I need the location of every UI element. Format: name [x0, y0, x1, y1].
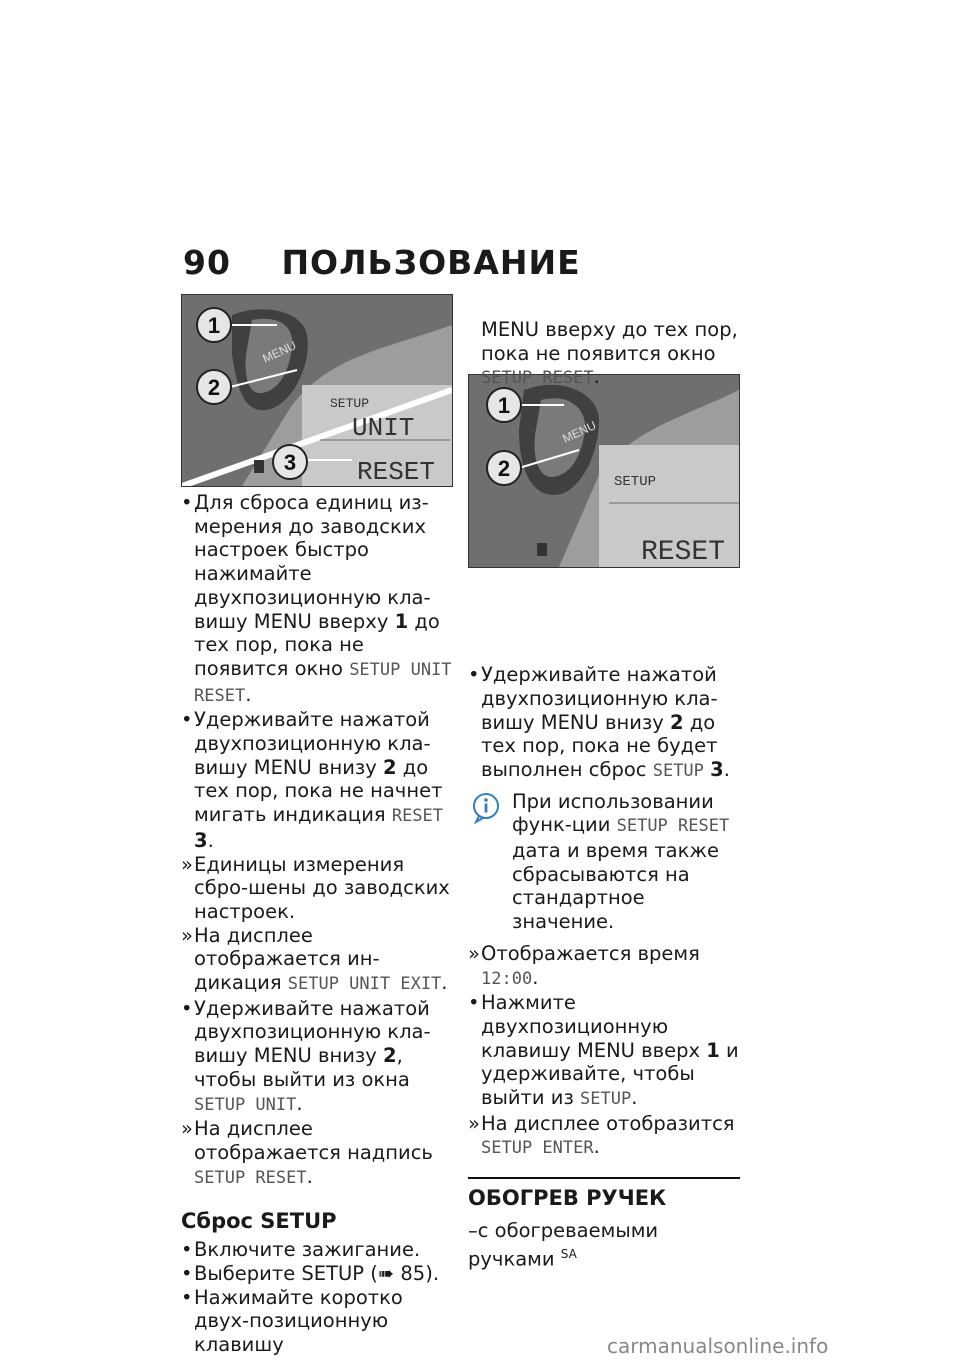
- watermark: carmanualsonline.info: [607, 1334, 829, 1358]
- display-setup: SETUP: [330, 396, 370, 411]
- ref-number: 1: [394, 609, 409, 633]
- result-item: » На дисплее отображается надпись SETUP RESET.: [181, 1117, 433, 1188]
- result-item: » Единицы измерения сбро-шены до заводских настроек.: [181, 852, 450, 923]
- bullet: •: [181, 491, 193, 514]
- result-item: » На дисплее отображается ин-дикация SETUP UNIT EXIT.: [181, 923, 448, 995]
- list-item: • Для сброса единиц из-мерения до заводских настроек быстро нажимайте двухпозиционную кла-вишу MENU вверху 1 до тех пор, пока не появится окно SETUP UNIT RESET.: [181, 491, 452, 706]
- display-code: SETUP UNIT RESET: [194, 659, 452, 706]
- callout-1: 1: [497, 393, 511, 418]
- page-number: 90: [183, 243, 231, 282]
- display-code: SETUP: [652, 760, 704, 781]
- section-divider: [468, 1177, 740, 1211]
- page-header: [183, 243, 581, 282]
- menu-button-label: MENU: [260, 338, 299, 366]
- display-code: SETUP RESET: [616, 816, 730, 837]
- list-item: • Выберите SETUP (➠ 85).: [181, 1261, 440, 1285]
- special-accessory-tag: SA: [560, 1246, 577, 1261]
- list-item: • Удерживайте нажатой двухпозиционную кла-вишу MENU внизу 2 до тех пор, пока не начнет мигать индикация RESET 3.: [181, 708, 444, 852]
- bullet: •: [468, 663, 480, 687]
- callout-3: 3: [283, 450, 297, 475]
- display-code: RESET: [391, 806, 444, 827]
- right-column: [468, 318, 740, 1271]
- bullet: •: [468, 991, 480, 1015]
- fuel-icon: [254, 460, 264, 473]
- display-setup: SETUP: [614, 474, 657, 490]
- display-code: SETUP RESET: [194, 1167, 307, 1188]
- option-line: –с обогреваемыми ручками $^{SA}$: [468, 1218, 659, 1271]
- display-code: SETUP ENTER: [481, 1138, 594, 1159]
- result-item: » Отображается время 12:00.: [468, 941, 700, 989]
- bullet: •: [181, 1261, 193, 1285]
- list-item: • Удерживайте нажатой двухпозиционную кла-вишу MENU внизу 2, чтобы выйти из окна SETUP UNIT.: [181, 996, 431, 1115]
- handlebar-photo-1: [181, 294, 453, 487]
- ref-number: 3: [710, 757, 724, 781]
- display-code: SETUP: [580, 1089, 632, 1110]
- page-title: ПОЛЬЗОВАНИЕ: [281, 243, 581, 282]
- bullet: •: [181, 1285, 193, 1309]
- display-code: SETUP UNIT EXIT: [287, 974, 442, 995]
- bullet: •: [181, 708, 193, 732]
- info-note: При использовании функ-ции SETUP RESET дата и время также сбрасываются на стандартное значение.: [468, 790, 740, 934]
- result-marker: »: [181, 1117, 193, 1141]
- list-item: • Удерживайте нажатой двухпозиционную кла-вишу MENU внизу 2 до тех пор, пока не будет выполнен сброс SETUP 3.: [468, 663, 730, 781]
- page-reference-arrow-icon: ➠: [377, 1261, 395, 1285]
- list-item-continued: MENU вверху до тех пор, пока не появится окно SETUP RESET.: [481, 318, 738, 389]
- result-marker: »: [181, 852, 193, 876]
- section-heading: ОБОГРЕВ РУЧЕК: [468, 1186, 667, 1211]
- display-code: 12:00: [481, 968, 533, 989]
- bullet: •: [181, 996, 193, 1020]
- result-item: » На дисплее отобразится SETUP ENTER.: [468, 1111, 735, 1159]
- bullet: •: [181, 1238, 193, 1262]
- info-icon: [470, 792, 502, 824]
- ref-number: 1: [706, 1038, 720, 1062]
- ref-number: 2: [669, 710, 684, 734]
- subheading: Сброс SETUP: [181, 1209, 337, 1234]
- result-marker: »: [181, 923, 193, 947]
- callout-1: 1: [207, 313, 221, 338]
- result-marker: »: [468, 941, 480, 965]
- left-column: [181, 491, 456, 1357]
- list-item: • Нажмите двухпозиционную клавишу MENU вверх 1 и удерживайте, чтобы выйти из SETUP.: [468, 991, 739, 1110]
- ref-number: 2: [382, 755, 397, 779]
- menu-button-label: MENU: [560, 418, 599, 446]
- ref-number: 3: [194, 828, 208, 852]
- list-item: • Включите зажигание.: [181, 1238, 421, 1262]
- ref-number: 2: [382, 1044, 397, 1068]
- result-marker: »: [468, 1111, 480, 1135]
- photo-spacer: [468, 391, 740, 663]
- display-code: SETUP RESET: [481, 368, 594, 389]
- display-code: SETUP UNIT: [194, 1094, 297, 1115]
- display-unit: UNIT: [352, 413, 415, 443]
- callout-2: 2: [497, 456, 511, 481]
- display-reset: RESET: [641, 537, 726, 567]
- list-item: • Нажимайте коротко двух-позиционную клавишу: [181, 1285, 403, 1356]
- callout-2: 2: [207, 375, 221, 400]
- display-reset: RESET: [357, 457, 436, 486]
